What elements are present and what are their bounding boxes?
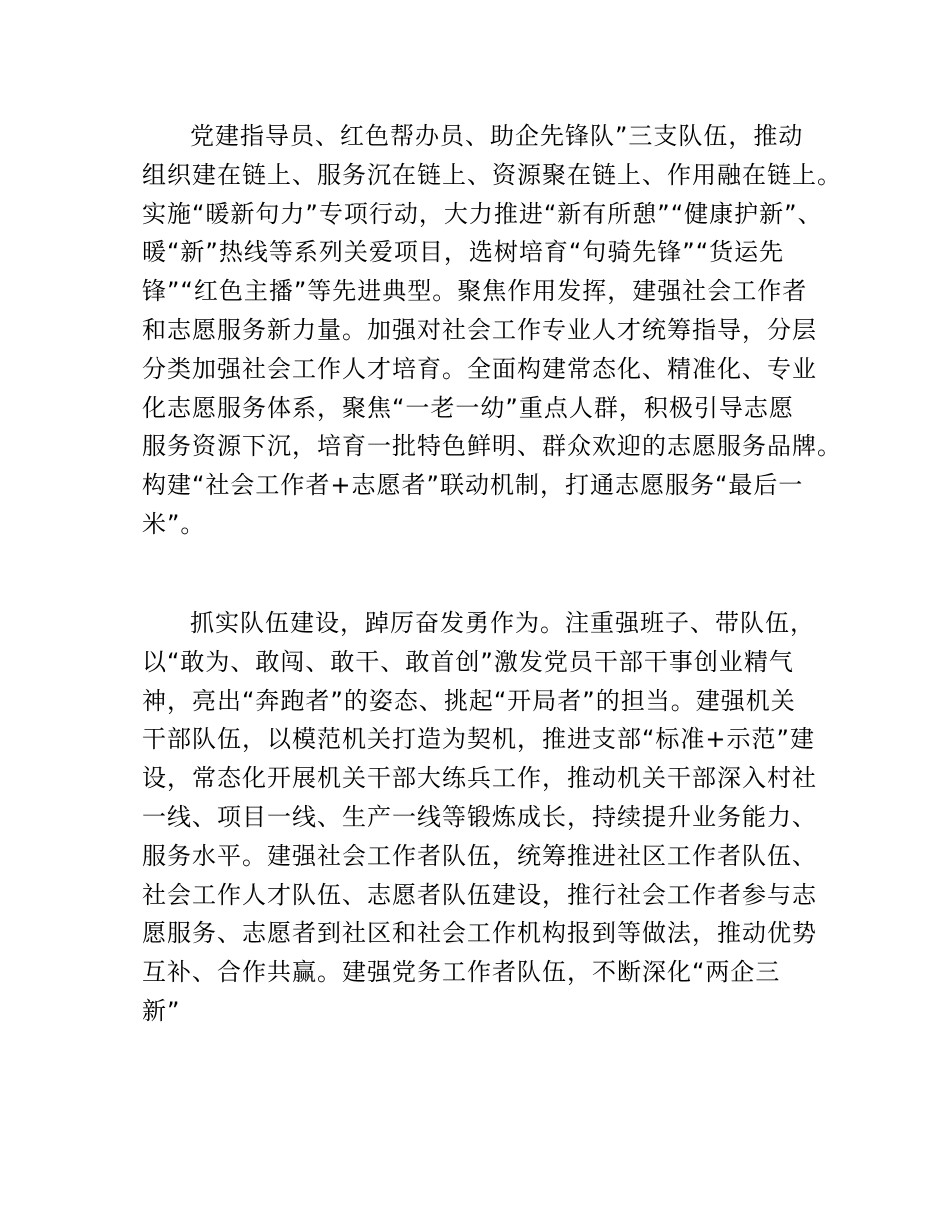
paragraph-line: 构建“社会工作者+志愿者”联动机制，打通志愿服务“最后一: [142, 471, 804, 500]
paragraph-line: 干部队伍，以模范机关打造为契机，推进支部“标准+示范”建: [142, 725, 815, 754]
paragraph-line: 服务资源下沉，培育一批特色鲜明、群众欢迎的志愿服务品牌。: [142, 432, 842, 461]
paragraph-line: 化志愿服务体系，聚焦“一老一幼”重点人群，积极引导志愿: [142, 393, 794, 422]
paragraph-line: 和志愿服务新力量。加强对社会工作专业人才统筹指导，分层: [142, 315, 817, 344]
paragraph-line: 社会工作人才队伍、志愿者队伍建设，推行社会工作者参与志: [142, 880, 817, 909]
paragraph-line: 米”。: [142, 509, 206, 538]
paragraph-2: [142, 604, 822, 1031]
paragraph-line: 互补、合作共赢。建强党务工作者队伍，不断深化“两企三: [142, 958, 781, 987]
paragraph-line: 服务水平。建强社会工作者队伍，统筹推进社区工作者队伍、: [142, 841, 817, 870]
paragraph-line: 一线、项目一线、生产一线等锻炼成长，持续提升业务能力、: [142, 802, 817, 831]
paragraph-line: 神，亮出“奔跑者”的姿态、挑起“开局者”的担当。建强机关: [142, 686, 796, 715]
paragraph-line: 锋”“红色主播”等先进典型。聚焦作用发挥，建强社会工作者: [142, 277, 808, 306]
paragraph-line: 以“敢为、敢闯、敢干、敢首创”激发党员干部干事创业精气: [142, 647, 794, 676]
paragraph-line: 愿服务、志愿者到社区和社会工作机构报到等做法，推动优势: [142, 919, 817, 948]
paragraph-line: 暖“新”热线等系列关爱项目，选树培育“句骑先锋”“货运先: [142, 238, 785, 267]
paragraph-line: 分类加强社会工作人才培育。全面构建常态化、精准化、专业: [142, 354, 817, 383]
paragraph-line: 实施“暖新句力”专项行动，大力推进“新有所憩”“健康护新”、: [142, 199, 823, 228]
paragraph-line: 抓实队伍建设，踔厉奋发勇作为。注重强班子、带队伍，: [190, 609, 815, 637]
paragraph-line: 党建指导员、红色帮办员、助企先锋队”三支队伍，推动: [190, 122, 804, 150]
paragraph-line: 组织建在链上、服务沉在链上、资源聚在链上、作用融在链上。: [142, 160, 842, 189]
paragraph-1: [142, 117, 842, 544]
paragraph-line: 新”: [142, 996, 181, 1025]
paragraph-line: 设，常态化开展机关干部大练兵工作，推动机关干部深入村社: [142, 764, 817, 793]
